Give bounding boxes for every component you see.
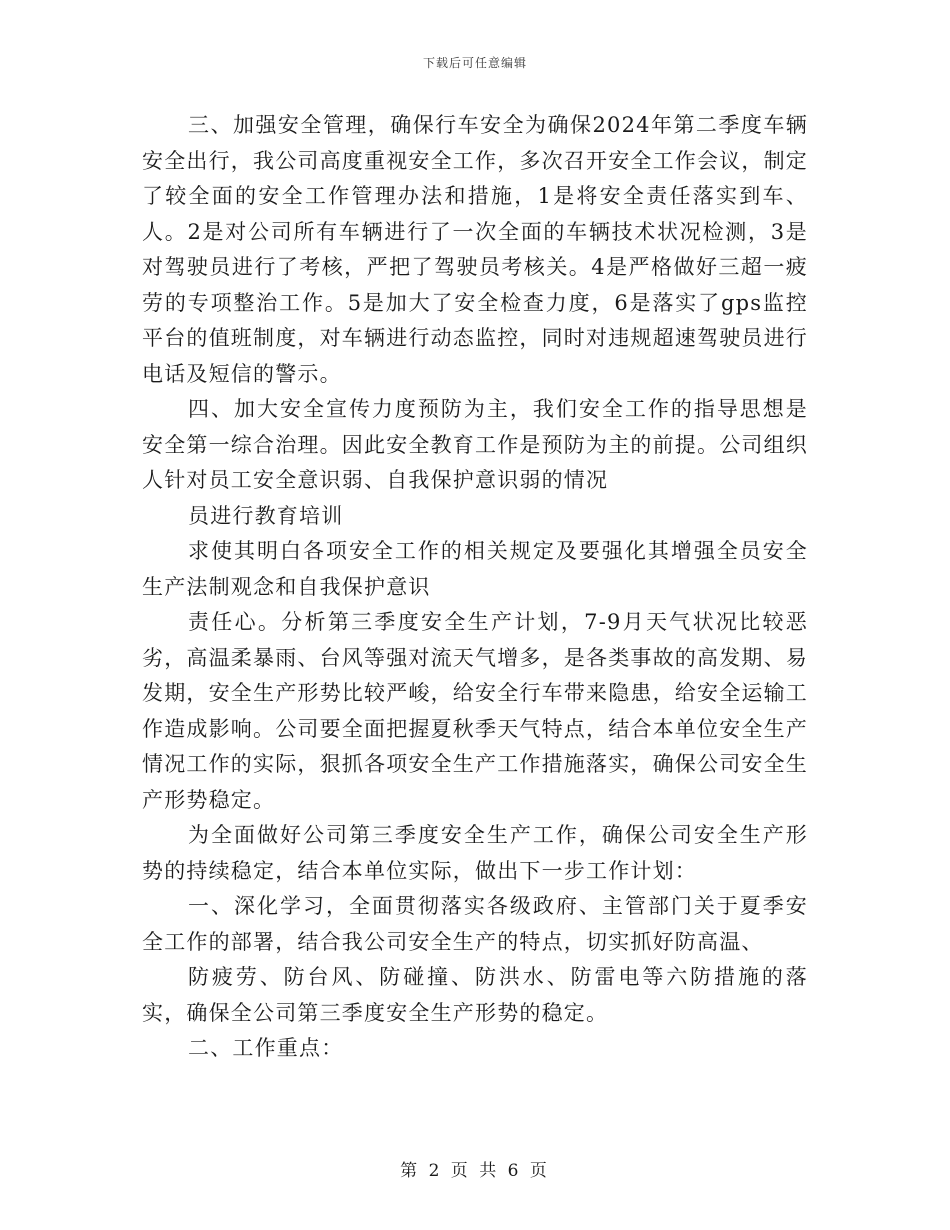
paragraph-training: 员进行教育培训 bbox=[188, 503, 344, 528]
page-header: 下载后可任意编辑 bbox=[422, 56, 527, 70]
page-number: 第 2 页 共 6 页 bbox=[400, 1161, 550, 1181]
paragraph-safety-management: 三、加强安全管理，确保行车安全为确保2024年第二季度车辆安全出行，我公司高度重视安全工作，多次召开安全工作会议，制定了较全面的安全工作管理办法和措施，1是将安全责任落实到车、人。2是对公司所有车辆进行了一次全面的车辆技术状况检测，3是对驾驶员进行了考核，严把了驾驶员考核关。4是严格做好三超一疲劳的专项整治工作。5是加大了安全检查力度，6是落实了gps监控平台的值班制度，对车辆进行动态监控，同时对违规超速驾驶员进行电话及短信的警示。 bbox=[142, 113, 808, 386]
paragraph-regulations: 求使其明白各项安全工作的相关规定及要强化其增强全员安全生产法制观念和自我保护意识 bbox=[142, 539, 808, 599]
paragraph-work-focus: 二、工作重点： bbox=[188, 1036, 344, 1060]
paragraph-deepen-study: 一、深化学习，全面贯彻落实各级政府、主管部门关于夏季安全工作的部署，结合我公司安全生产的特点，切实抓好防高温、 bbox=[142, 894, 808, 954]
paragraph-q3-analysis: 责任心。分析第三季度安全生产计划，7-9月天气状况比较恶劣，高温柔暴雨、台风等强对流天气增多，是各类事故的高发期、易发期，安全生产形势比较严峻，给安全行车带来隐患，给安全运输工作造成影响。公司要全面把握夏秋季天气特点，结合本单位安全生产情况工作的实际，狠抓各项安全生产工作措施落实，确保公司安全生产形势稳定。 bbox=[142, 610, 808, 812]
paragraph-work-plan-intro: 为全面做好公司第三季度安全生产工作，确保公司安全生产形势的持续稳定，结合本单位实际，做出下一步工作计划： bbox=[142, 823, 808, 883]
paragraph-six-preventions: 防疲劳、防台风、防碰撞、防洪水、防雷电等六防措施的落实，确保全公司第三季度安全生产形势的稳定。 bbox=[142, 965, 808, 1025]
paragraph-safety-publicity: 四、加大安全宣传力度预防为主，我们安全工作的指导思想是安全第一综合治理。因此安全教育工作是预防为主的前提。公司组织人针对员工安全意识弱、自我保护意识弱的情况 bbox=[142, 397, 808, 492]
document-body bbox=[142, 108, 808, 1067]
